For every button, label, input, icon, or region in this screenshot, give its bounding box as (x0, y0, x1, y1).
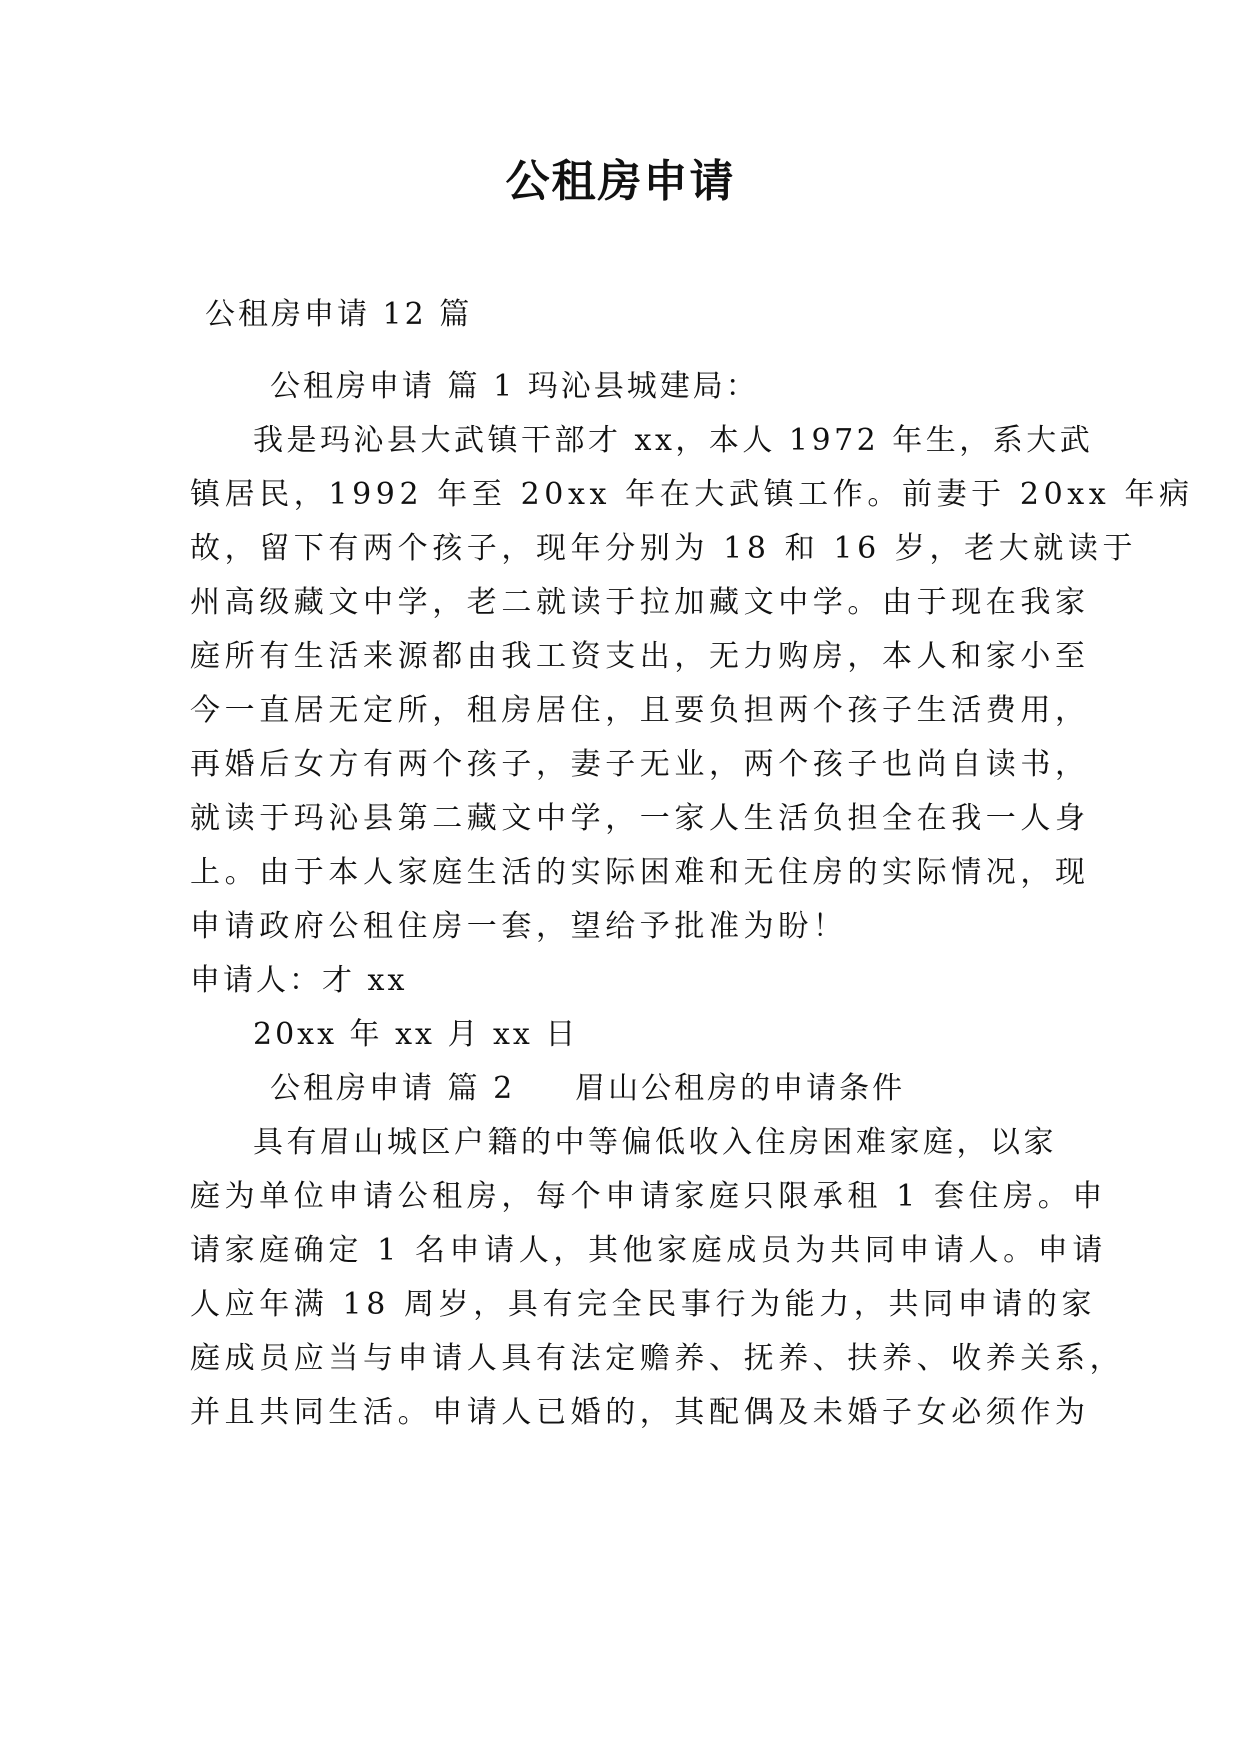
section2-line-6: 并且共同生活。申请人已婚的，其配偶及未婚子女必须作为 (190, 1395, 1090, 1430)
section2-line-5: 庭成员应当与申请人具有法定赡养、抚养、扶养、收养关系， (190, 1341, 1125, 1376)
section1-line-10: 申请政府公租住房一套，望给予批准为盼！ (190, 909, 848, 944)
section2-line-2: 庭为单位申请公租房，每个申请家庭只限承租 1 套住房。申 (190, 1179, 1107, 1214)
section2-heading-label: 公租房申请 篇 2 (270, 1071, 516, 1106)
section2-line-4: 人应年满 18 周岁，具有完全民事行为能力，共同申请的家 (190, 1287, 1097, 1322)
section1-line-3: 故，留下有两个孩子，现年分别为 18 和 16 岁，老大就读于 (190, 531, 1138, 566)
section1-heading: 公租房申请 篇 1 玛沁县城建局： (270, 369, 759, 404)
section1-line-2: 镇居民，1992 年至 20xx 年在大武镇工作。前妻于 20xx 年病 (190, 477, 1194, 512)
section1-line-1: 我是玛沁县大武镇干部才 xx，本人 1972 年生，系大武 (253, 423, 1094, 458)
section1-line-9: 上。由于本人家庭生活的实际困难和无住房的实际情况，现 (190, 855, 1090, 890)
section1-date: 20xx 年 xx 月 xx 日 (253, 1017, 579, 1052)
section1-line-4: 州高级藏文中学，老二就读于拉加藏文中学。由于现在我家 (190, 585, 1090, 620)
section2-heading-title: 眉山公租房的申请条件 (575, 1071, 906, 1106)
section1-line-7: 再婚后女方有两个孩子，妻子无业，两个孩子也尚自读书， (190, 747, 1090, 782)
section2-line-3: 请家庭确定 1 名申请人，其他家庭成员为共同申请人。申请 (190, 1233, 1107, 1268)
section1-line-6: 今一直居无定所，租房居住，且要负担两个孩子生活费用， (190, 693, 1090, 728)
section1-applicant: 申请人：才 xx (190, 963, 408, 998)
document-title: 公租房申请 (505, 156, 736, 207)
section1-line-5: 庭所有生活来源都由我工资支出，无力购房，本人和家小至 (190, 639, 1090, 674)
section1-line-8: 就读于玛沁县第二藏文中学，一家人生活负担全在我一人身 (190, 801, 1090, 836)
section2-heading (270, 1067, 905, 1111)
document-subtitle: 公租房申请 12 篇 (205, 297, 473, 332)
section2-line-1: 具有眉山城区户籍的中等偏低收入住房困难家庭，以家 (253, 1125, 1057, 1160)
